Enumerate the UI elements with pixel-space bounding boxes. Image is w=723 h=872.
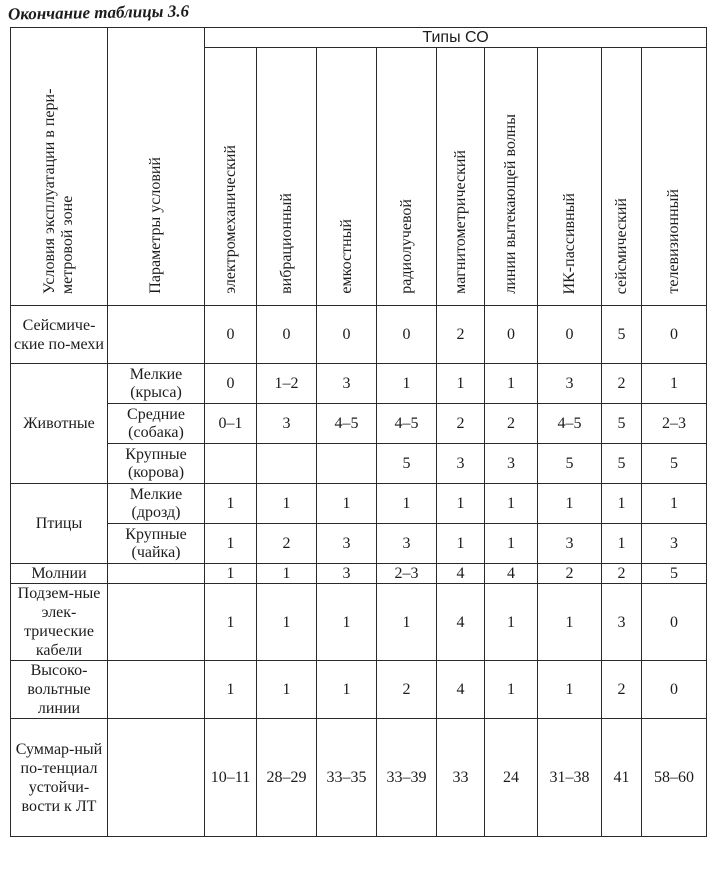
value-cell: 2 [602, 564, 642, 584]
value-cell: 5 [602, 306, 642, 364]
type-header: радиолучевой [377, 48, 437, 306]
value-cell: 4 [485, 564, 538, 584]
value-cell: 1 [257, 584, 317, 661]
value-cell: 2 [257, 524, 317, 564]
param-cell: Крупные (чайка) [108, 524, 205, 564]
value-cell: 0 [485, 306, 538, 364]
value-cell: 1 [602, 524, 642, 564]
value-cell: 1 [538, 661, 602, 719]
table-row [11, 404, 707, 444]
value-cell: 2 [437, 404, 485, 444]
type-header: магнитометрический [437, 48, 485, 306]
value-cell: 1 [317, 484, 377, 524]
value-cell: 3 [485, 444, 538, 484]
value-cell: 4 [437, 564, 485, 584]
value-cell: 1 [485, 661, 538, 719]
value-cell: 0 [642, 661, 707, 719]
value-cell: 0 [257, 306, 317, 364]
value-cell: 0 [642, 306, 707, 364]
value-cell: 1 [485, 524, 538, 564]
value-cell: 1 [257, 484, 317, 524]
value-cell: 1 [377, 364, 437, 404]
value-cell: 1 [437, 524, 485, 564]
type-header: линии вытекающей волны [485, 48, 538, 306]
value-cell: 28–29 [257, 719, 317, 837]
value-cell [257, 444, 317, 484]
table-row [11, 564, 707, 584]
value-cell: 4–5 [538, 404, 602, 444]
value-cell: 1 [485, 584, 538, 661]
value-cell: 3 [437, 444, 485, 484]
value-cell: 2–3 [642, 404, 707, 444]
value-cell: 1 [205, 484, 257, 524]
value-cell: 1 [377, 484, 437, 524]
value-cell: 3 [257, 404, 317, 444]
value-cell: 2 [602, 661, 642, 719]
value-cell: 24 [485, 719, 538, 837]
condition-cell: Высоко-вольтные линии [11, 661, 108, 719]
value-cell: 1 [377, 584, 437, 661]
value-cell: 2 [377, 661, 437, 719]
param-cell [108, 584, 205, 661]
type-header: сейсмический [602, 48, 642, 306]
condition-cell: Сейсмиче-ские по-мехи [11, 306, 108, 364]
table-row [11, 484, 707, 524]
value-cell: 1 [485, 364, 538, 404]
value-cell: 0 [538, 306, 602, 364]
value-cell: 5 [642, 564, 707, 584]
value-cell: 3 [642, 524, 707, 564]
value-cell: 1 [205, 524, 257, 564]
value-cell: 0 [377, 306, 437, 364]
header-types: Типы СО [205, 28, 707, 48]
value-cell: 1 [205, 584, 257, 661]
value-cell: 1 [205, 564, 257, 584]
value-cell: 41 [602, 719, 642, 837]
value-cell: 2 [538, 564, 602, 584]
value-cell: 1 [317, 584, 377, 661]
param-cell [108, 719, 205, 837]
param-cell [108, 564, 205, 584]
value-cell: 1 [317, 661, 377, 719]
value-cell: 1 [257, 564, 317, 584]
value-cell: 0 [205, 306, 257, 364]
value-cell: 1 [437, 364, 485, 404]
condition-cell: Суммар-ный по-тенциал устойчи-вости к ЛТ [11, 719, 108, 837]
value-cell: 5 [602, 444, 642, 484]
condition-cell: Подзем-ные элек-трические кабели [11, 584, 108, 661]
value-cell: 4 [437, 584, 485, 661]
param-cell: Крупные (корова) [108, 444, 205, 484]
value-cell: 1 [485, 484, 538, 524]
table-row [11, 661, 707, 719]
value-cell: 0 [642, 584, 707, 661]
value-cell: 1 [437, 484, 485, 524]
value-cell: 3 [317, 364, 377, 404]
header-parameters: Параметры условий [108, 28, 205, 306]
value-cell: 1 [205, 661, 257, 719]
value-cell: 33–39 [377, 719, 437, 837]
value-cell: 4–5 [377, 404, 437, 444]
table-title: Окончание таблицы 3.6 [7, 1, 190, 24]
value-cell: 33 [437, 719, 485, 837]
value-cell: 1 [642, 364, 707, 404]
value-cell: 0 [205, 364, 257, 404]
condition-cell: Молнии [11, 564, 108, 584]
value-cell: 3 [317, 564, 377, 584]
value-cell: 2 [437, 306, 485, 364]
header-conditions: Условия эксплуатации в пери-метровой зоне [11, 28, 108, 306]
condition-cell: Птицы [11, 484, 108, 564]
value-cell: 1–2 [257, 364, 317, 404]
value-cell: 3 [538, 524, 602, 564]
table-row [11, 719, 707, 837]
value-cell: 1 [642, 484, 707, 524]
value-cell: 4 [437, 661, 485, 719]
value-cell: 1 [602, 484, 642, 524]
value-cell: 33–35 [317, 719, 377, 837]
value-cell: 2 [602, 364, 642, 404]
value-cell [205, 444, 257, 484]
value-cell: 3 [538, 364, 602, 404]
value-cell: 1 [538, 584, 602, 661]
table-row [11, 584, 707, 661]
table-row [11, 364, 707, 404]
table-row [11, 306, 707, 364]
data-table [10, 27, 707, 837]
value-cell: 2 [485, 404, 538, 444]
value-cell: 10–11 [205, 719, 257, 837]
value-cell: 58–60 [642, 719, 707, 837]
param-cell: Мелкие (крыса) [108, 364, 205, 404]
table-row [11, 524, 707, 564]
condition-cell: Животные [11, 364, 108, 484]
value-cell: 4–5 [317, 404, 377, 444]
value-cell: 5 [377, 444, 437, 484]
type-header: емкостный [317, 48, 377, 306]
value-cell: 31–38 [538, 719, 602, 837]
value-cell: 1 [538, 484, 602, 524]
type-header: электромеханический [205, 48, 257, 306]
value-cell: 0 [317, 306, 377, 364]
value-cell [317, 444, 377, 484]
type-header: вибрационный [257, 48, 317, 306]
type-header: телевизионный [642, 48, 707, 306]
value-cell: 3 [377, 524, 437, 564]
value-cell: 5 [538, 444, 602, 484]
value-cell: 5 [642, 444, 707, 484]
value-cell: 1 [257, 661, 317, 719]
value-cell: 3 [317, 524, 377, 564]
param-cell [108, 306, 205, 364]
value-cell: 0–1 [205, 404, 257, 444]
table-row [11, 444, 707, 484]
param-cell: Мелкие (дрозд) [108, 484, 205, 524]
type-header: ИК-пассивный [538, 48, 602, 306]
value-cell: 2–3 [377, 564, 437, 584]
param-cell: Средние (собака) [108, 404, 205, 444]
value-cell: 3 [602, 584, 642, 661]
value-cell: 5 [602, 404, 642, 444]
param-cell [108, 661, 205, 719]
